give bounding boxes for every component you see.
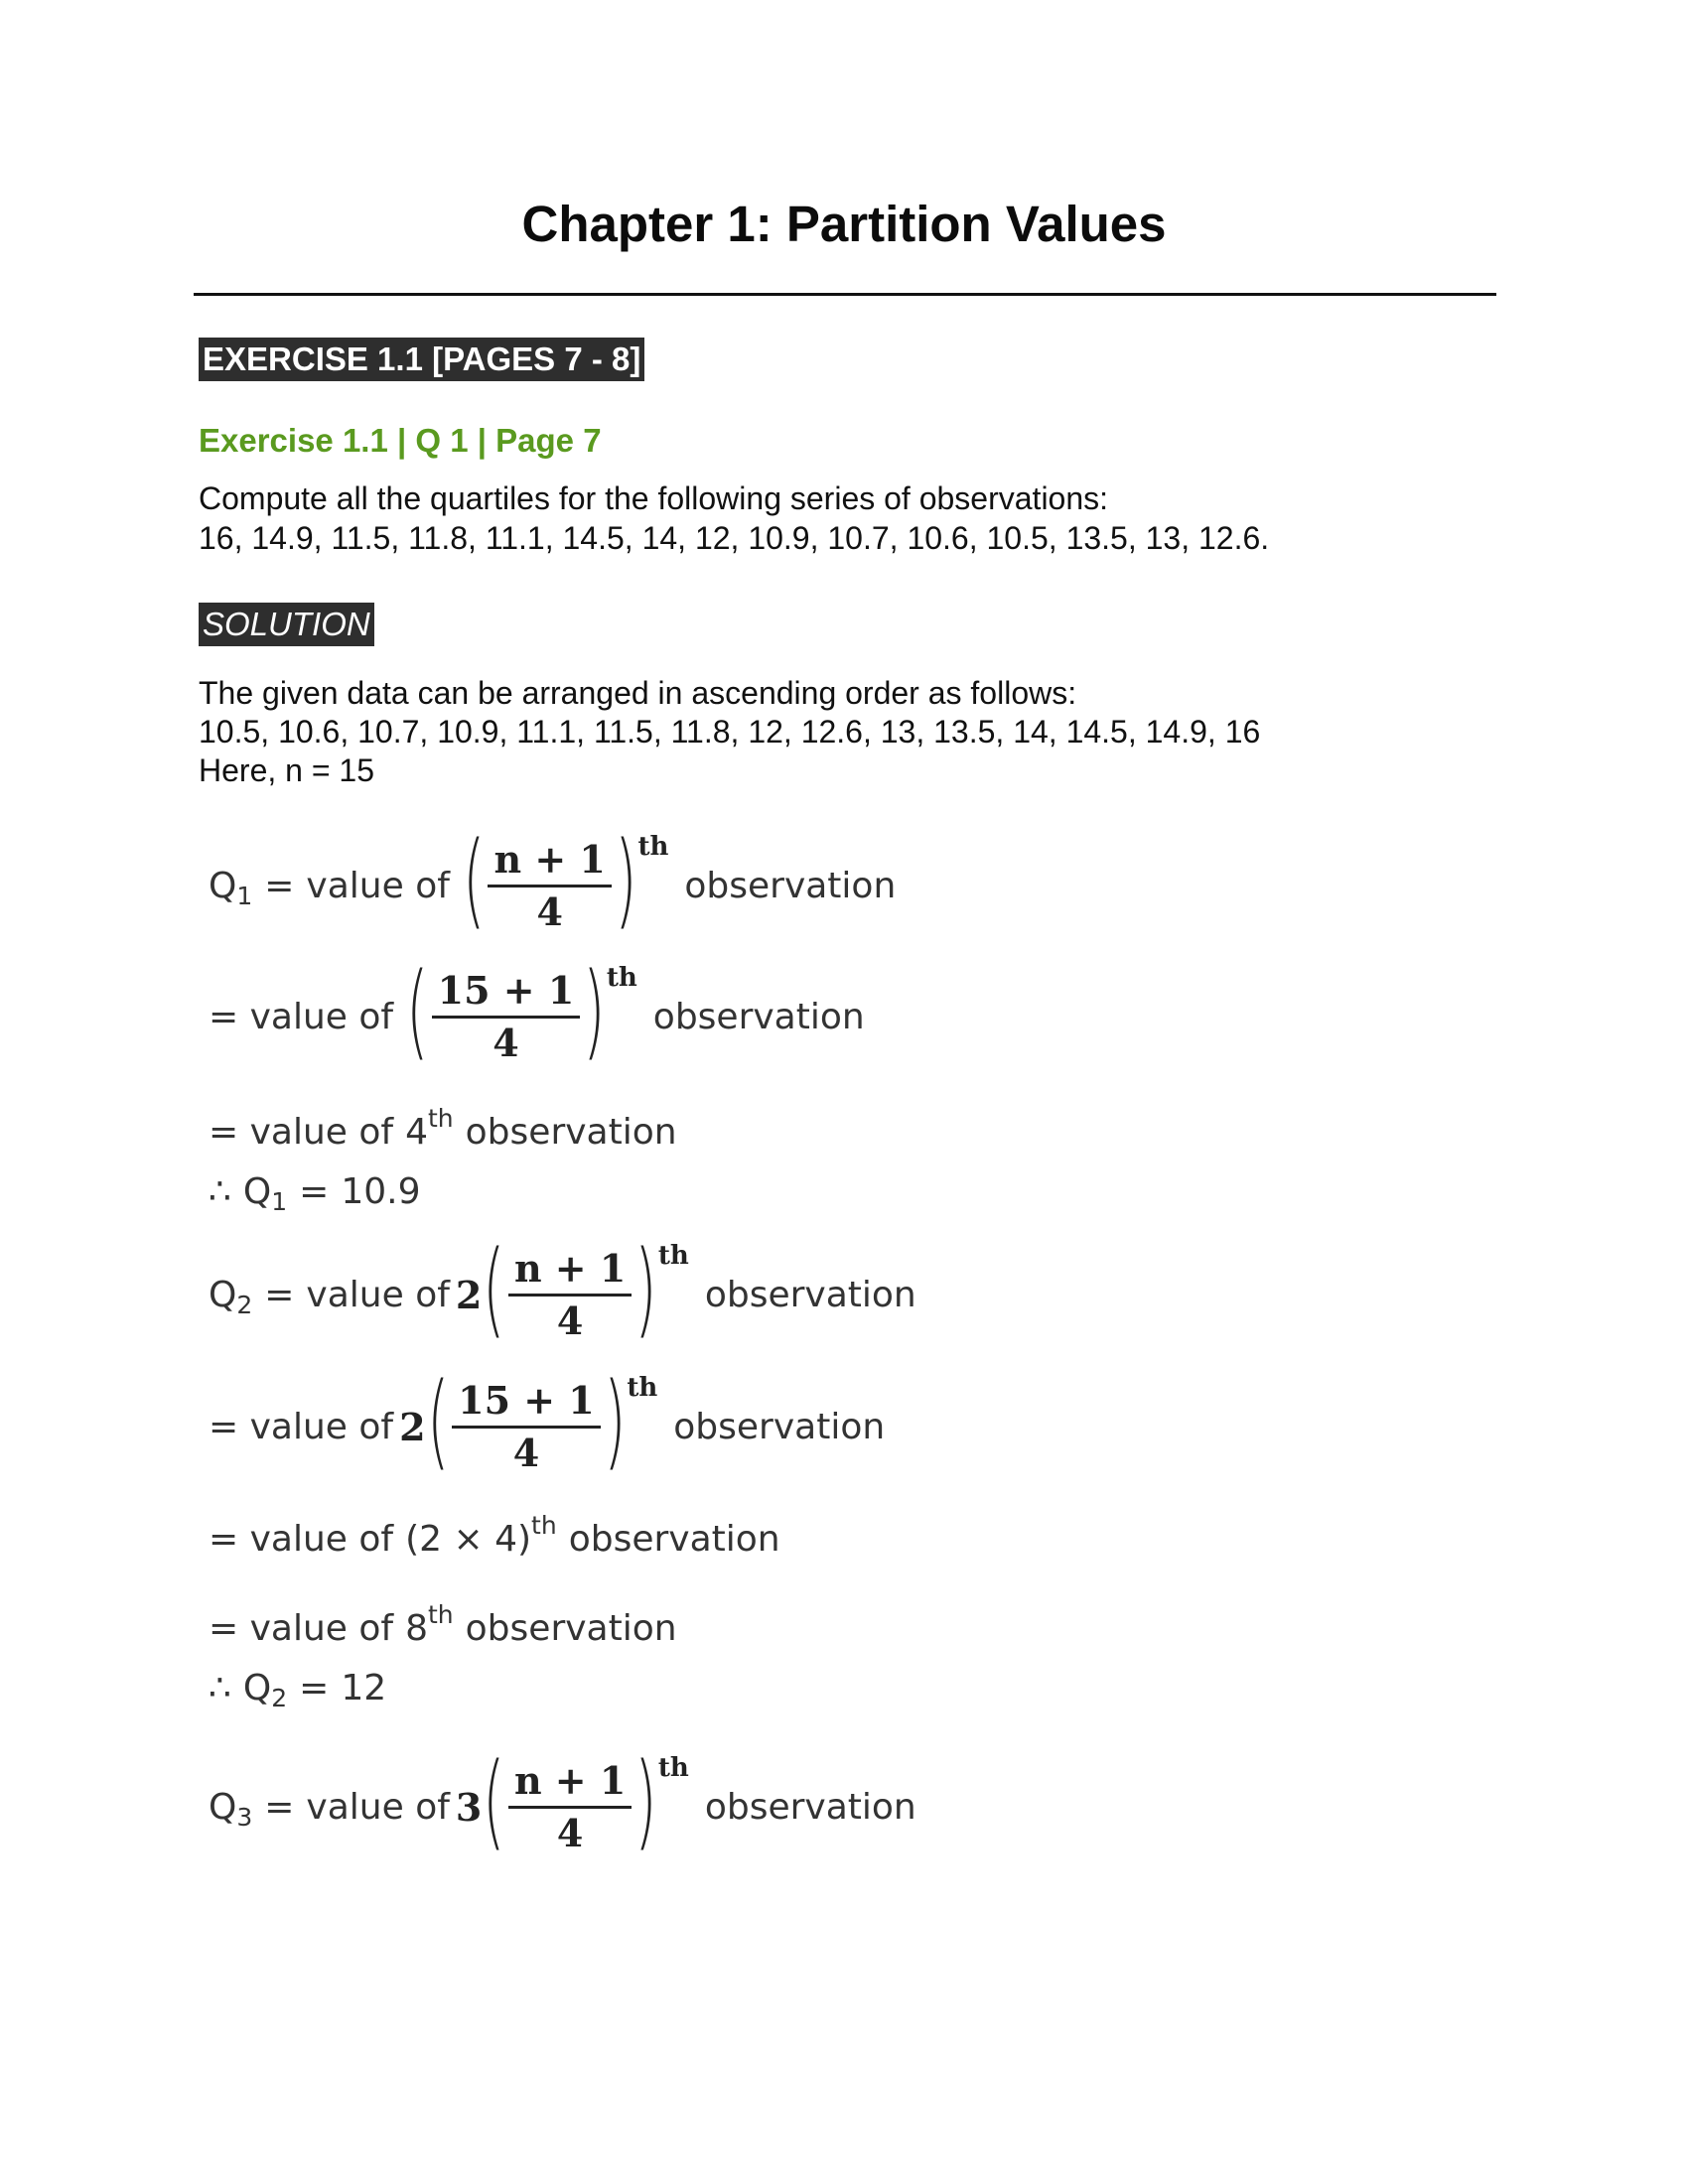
subscript: 2 <box>271 1684 288 1712</box>
position: (2 × 4) <box>405 1519 532 1560</box>
q2-formula <box>209 1228 916 1349</box>
open-paren: ( <box>406 950 429 1071</box>
q3-formula <box>209 1740 916 1861</box>
th-superscript: th <box>657 1753 689 1783</box>
numerator: n + 1 <box>513 1245 627 1291</box>
th-superscript: th <box>531 1511 557 1540</box>
observation-word: observation <box>673 1406 886 1447</box>
equals: = <box>264 1274 295 1315</box>
q-symbol: Q <box>209 1786 237 1828</box>
q2-substituted <box>209 1360 886 1481</box>
value-of: = value of <box>209 1406 394 1447</box>
th-superscript: th <box>428 1600 454 1629</box>
question-data: 16, 14.9, 11.5, 11.8, 11.1, 14.5, 14, 12, 10.9, 10.7, 10.6, 10.5, 13.5, 13, 12.6. <box>199 520 1270 556</box>
observation-word: observation <box>684 865 897 906</box>
q1-position <box>209 1104 677 1153</box>
denominator: 4 <box>536 888 563 934</box>
fraction <box>432 966 581 1068</box>
q1-substituted <box>209 950 865 1071</box>
q2-position <box>209 1600 677 1649</box>
th-superscript: th <box>637 832 669 862</box>
coefficient: 2 <box>399 1404 426 1449</box>
fraction <box>488 835 611 937</box>
numerator: n + 1 <box>513 1757 627 1803</box>
close-paren: ) <box>634 1228 657 1349</box>
q2-result <box>209 1668 387 1712</box>
numerator: 15 + 1 <box>458 1377 595 1423</box>
denominator: 4 <box>556 1297 584 1343</box>
therefore-symbol: ∴ <box>209 1668 231 1708</box>
question-heading[interactable]: Exercise 1.1 | Q 1 | Page 7 <box>199 422 602 459</box>
numerator: n + 1 <box>493 836 606 882</box>
q1-formula <box>209 819 897 940</box>
observation-word: observation <box>465 1112 677 1153</box>
question-text: Compute all the quartiles for the following series of observations: <box>199 480 1109 516</box>
observation-word: observation <box>652 996 865 1037</box>
fraction <box>452 1376 601 1478</box>
value-of: = value of <box>209 996 394 1037</box>
th-superscript: th <box>606 963 637 993</box>
equals: = <box>264 1786 295 1828</box>
solution-intro: The given data can be arranged in ascending order as follows: <box>199 675 1077 711</box>
fraction <box>508 1756 632 1858</box>
observation-word: observation <box>704 1274 916 1315</box>
numerator: 15 + 1 <box>437 967 575 1013</box>
observation-word: observation <box>568 1519 780 1560</box>
observation-word: observation <box>465 1608 677 1649</box>
title-divider <box>194 293 1496 296</box>
position: 8 <box>405 1608 428 1649</box>
result-value: 10.9 <box>341 1171 421 1212</box>
observation-word: observation <box>704 1786 916 1828</box>
result-value: 12 <box>341 1668 387 1708</box>
denominator: 4 <box>512 1430 540 1475</box>
th-superscript: th <box>657 1241 689 1271</box>
denominator: 4 <box>556 1810 584 1855</box>
q-symbol: Q <box>242 1171 272 1212</box>
exercise-banner: EXERCISE 1.1 [PAGES 7 - 8] <box>199 338 644 381</box>
close-paren: ) <box>614 819 637 940</box>
value-of: = value of <box>209 1519 394 1560</box>
open-paren: ( <box>426 1360 449 1481</box>
value-of: = value of <box>209 1608 394 1649</box>
q-symbol: Q <box>242 1668 272 1708</box>
q-symbol: Q <box>209 865 237 906</box>
subscript: 2 <box>236 1290 253 1319</box>
denominator: 4 <box>492 1020 519 1065</box>
value-of: value of <box>306 1786 450 1828</box>
q1-result <box>209 1171 421 1216</box>
close-paren: ) <box>583 950 606 1071</box>
chapter-title: Chapter 1: Partition Values <box>521 196 1167 252</box>
equals: = <box>264 865 295 906</box>
fraction <box>508 1244 632 1346</box>
q2-product <box>209 1511 780 1560</box>
open-paren: ( <box>463 819 486 940</box>
th-superscript: th <box>627 1373 658 1403</box>
solution-label: SOLUTION <box>199 603 374 646</box>
subscript: 3 <box>236 1802 253 1832</box>
q-symbol: Q <box>209 1274 237 1315</box>
value-of: value of <box>306 1274 450 1315</box>
equals: = <box>299 1171 330 1212</box>
equals: = <box>299 1668 330 1708</box>
subscript: 1 <box>236 881 253 910</box>
position: 4 <box>405 1112 428 1153</box>
close-paren: ) <box>603 1360 627 1481</box>
value-of: value of <box>306 865 450 906</box>
open-paren: ( <box>483 1740 505 1861</box>
value-of: = value of <box>209 1112 394 1153</box>
therefore-symbol: ∴ <box>209 1171 231 1212</box>
coefficient: 3 <box>455 1784 483 1830</box>
sorted-data: 10.5, 10.6, 10.7, 10.9, 11.1, 11.5, 11.8, 12, 12.6, 13, 13.5, 14, 14.5, 14.9, 16 <box>199 714 1261 750</box>
subscript: 1 <box>271 1187 288 1216</box>
open-paren: ( <box>483 1228 505 1349</box>
coefficient: 2 <box>455 1272 483 1317</box>
close-paren: ) <box>634 1740 657 1861</box>
sample-size: Here, n = 15 <box>199 752 374 788</box>
th-superscript: th <box>428 1104 454 1133</box>
